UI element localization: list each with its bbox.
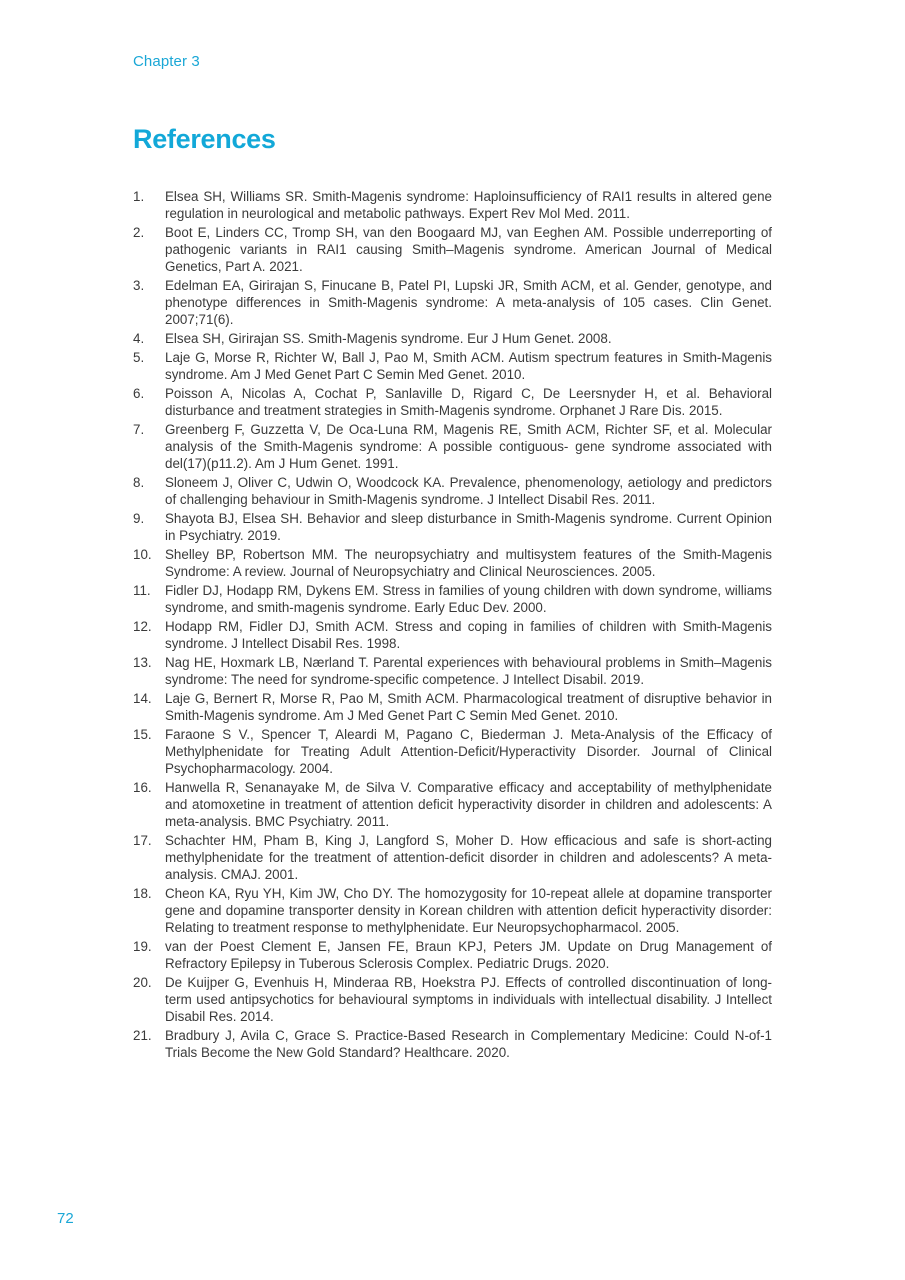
reference-item (133, 726, 772, 777)
reference-item (133, 582, 772, 616)
reference-text: Edelman EA, Girirajan S, Finucane B, Patel PI, Lupski JR, Smith ACM, et al. Gender, genotype, and phenotype differences in Smith-Magenis syndrome: A meta-analysis of 105 cases. Clin Genet. 2007;71(6). (165, 278, 772, 327)
reference-number: 16. (133, 780, 152, 795)
reference-number: 19. (133, 939, 152, 954)
reference-item (133, 974, 772, 1025)
reference-number: 20. (133, 975, 152, 990)
reference-number: 2. (133, 225, 145, 240)
reference-number: 5. (133, 350, 145, 365)
reference-item (133, 885, 772, 936)
reference-item (133, 546, 772, 580)
reference-number: 21. (133, 1028, 152, 1043)
reference-item (133, 938, 772, 972)
reference-text: Cheon KA, Ryu YH, Kim JW, Cho DY. The homozygosity for 10-repeat allele at dopamine transporter gene and dopamine transporter density in Korean children with attention deficit hyperactivity disorder: Relating to treatment response to methylphenidate. Eur Neuropsychopharmacol. 2005. (165, 886, 772, 935)
reference-number: 1. (133, 189, 145, 204)
reference-number: 4. (133, 331, 145, 346)
page-number: 72 (57, 1210, 74, 1227)
reference-item (133, 690, 772, 724)
reference-text: Shelley BP, Robertson MM. The neuropsychiatry and multisystem features of the Smith-Magenis Syndrome: A review. Journal of Neuropsychiatry and Clinical Neurosciences. 2005. (165, 547, 772, 579)
reference-number: 3. (133, 278, 145, 293)
reference-item (133, 224, 772, 275)
reference-list (133, 188, 772, 1063)
reference-item (133, 421, 772, 472)
reference-item (133, 349, 772, 383)
reference-text: Nag HE, Hoxmark LB, Nærland T. Parental experiences with behavioural problems in Smith–Magenis syndrome: The need for syndrome-specific competence. J Intellect Disabil. 2019. (165, 655, 772, 687)
reference-number: 13. (133, 655, 152, 670)
reference-text: Schachter HM, Pham B, King J, Langford S, Moher D. How efficacious and safe is short-acting methylphenidate for the treatment of attention-deficit disorder in children and adolescents? A meta-analysis. CMAJ. 2001. (165, 833, 772, 882)
reference-item (133, 618, 772, 652)
reference-item (133, 474, 772, 508)
reference-number: 10. (133, 547, 152, 562)
reference-number: 14. (133, 691, 152, 706)
reference-text: Elsea SH, Williams SR. Smith-Magenis syndrome: Haploinsufficiency of RAI1 results in altered gene regulation in neurological and metabolic pathways. Expert Rev Mol Med. 2011. (165, 189, 772, 221)
reference-text: Poisson A, Nicolas A, Cochat P, Sanlaville D, Rigard C, De Leersnyder H, et al. Behavioral disturbance and treatment strategies in Smith-Magenis syndrome. Orphanet J Rare Dis. 2015. (165, 386, 772, 418)
reference-item (133, 832, 772, 883)
reference-number: 12. (133, 619, 152, 634)
reference-text: Faraone S V., Spencer T, Aleardi M, Pagano C, Biederman J. Meta-Analysis of the Efficacy of Methylphenidate for Treating Adult Attention-Deficit/Hyperactivity Disorder. Journal of Clinical Psychopharmacology. 2004. (165, 727, 772, 776)
reference-text: Hanwella R, Senanayake M, de Silva V. Comparative efficacy and acceptability of methylphenidate and atomoxetine in treatment of attention deficit hyperactivity disorder in children and adolescents: A meta-analysis. BMC Psychiatry. 2011. (165, 780, 772, 829)
reference-item (133, 330, 772, 347)
reference-text: Shayota BJ, Elsea SH. Behavior and sleep disturbance in Smith-Magenis syndrome. Current Opinion in Psychiatry. 2019. (165, 511, 772, 543)
reference-text: De Kuijper G, Evenhuis H, Minderaa RB, Hoekstra PJ. Effects of controlled discontinuation of long-term used antipsychotics for behavioural symptoms in individuals with intellectual disability. J Intellect Disabil Res. 2014. (165, 975, 772, 1024)
reference-text: Fidler DJ, Hodapp RM, Dykens EM. Stress in families of young children with down syndrome, williams syndrome, and smith-magenis syndrome. Early Educ Dev. 2000. (165, 583, 772, 615)
page-title: References (133, 124, 276, 154)
reference-item (133, 188, 772, 222)
reference-item (133, 277, 772, 328)
reference-item (133, 1027, 772, 1061)
reference-text: Greenberg F, Guzzetta V, De Oca-Luna RM, Magenis RE, Smith ACM, Richter SF, et al. Molecular analysis of the Smith-Magenis syndrome: A possible contiguous- gene syndrome associated with del(17)(p11.2). Am J Hum Genet. 1991. (165, 422, 772, 471)
reference-number: 18. (133, 886, 152, 901)
reference-text: Hodapp RM, Fidler DJ, Smith ACM. Stress and coping in families of children with Smith-Magenis syndrome. J Intellect Disabil Res. 1998. (165, 619, 772, 651)
reference-number: 8. (133, 475, 145, 490)
reference-text: Sloneem J, Oliver C, Udwin O, Woodcock KA. Prevalence, phenomenology, aetiology and predictors of challenging behaviour in Smith-Magenis syndrome. J Intellect Disabil Res. 2011. (165, 475, 772, 507)
reference-item (133, 654, 772, 688)
reference-item (133, 385, 772, 419)
reference-number: 15. (133, 727, 152, 742)
reference-text: van der Poest Clement E, Jansen FE, Braun KPJ, Peters JM. Update on Drug Management of Refractory Epilepsy in Tuberous Sclerosis Complex. Pediatric Drugs. 2020. (165, 939, 772, 971)
reference-text: Laje G, Bernert R, Morse R, Pao M, Smith ACM. Pharmacological treatment of disruptive behavior in Smith-Magenis syndrome. Am J Med Genet Part C Semin Med Genet. 2010. (165, 691, 772, 723)
reference-number: 7. (133, 422, 145, 437)
reference-text: Laje G, Morse R, Richter W, Ball J, Pao M, Smith ACM. Autism spectrum features in Smith-Magenis syndrome. Am J Med Genet Part C Semin Med Genet. 2010. (165, 350, 772, 382)
reference-number: 17. (133, 833, 152, 848)
reference-text: Bradbury J, Avila C, Grace S. Practice-Based Research in Complementary Medicine: Could N-of-1 Trials Become the New Gold Standard? Healthcare. 2020. (165, 1028, 772, 1060)
reference-number: 6. (133, 386, 145, 401)
reference-item (133, 510, 772, 544)
reference-text: Boot E, Linders CC, Tromp SH, van den Boogaard MJ, van Eeghen AM. Possible underreporting of pathogenic variants in RAI1 causing Smith–Magenis syndrome. American Journal of Medical Genetics, Part A. 2021. (165, 225, 772, 274)
reference-number: 9. (133, 511, 145, 526)
reference-number: 11. (133, 583, 151, 598)
reference-item (133, 779, 772, 830)
running-header-chapter: Chapter 3 (133, 53, 200, 70)
reference-text: Elsea SH, Girirajan SS. Smith-Magenis syndrome. Eur J Hum Genet. 2008. (165, 331, 612, 346)
